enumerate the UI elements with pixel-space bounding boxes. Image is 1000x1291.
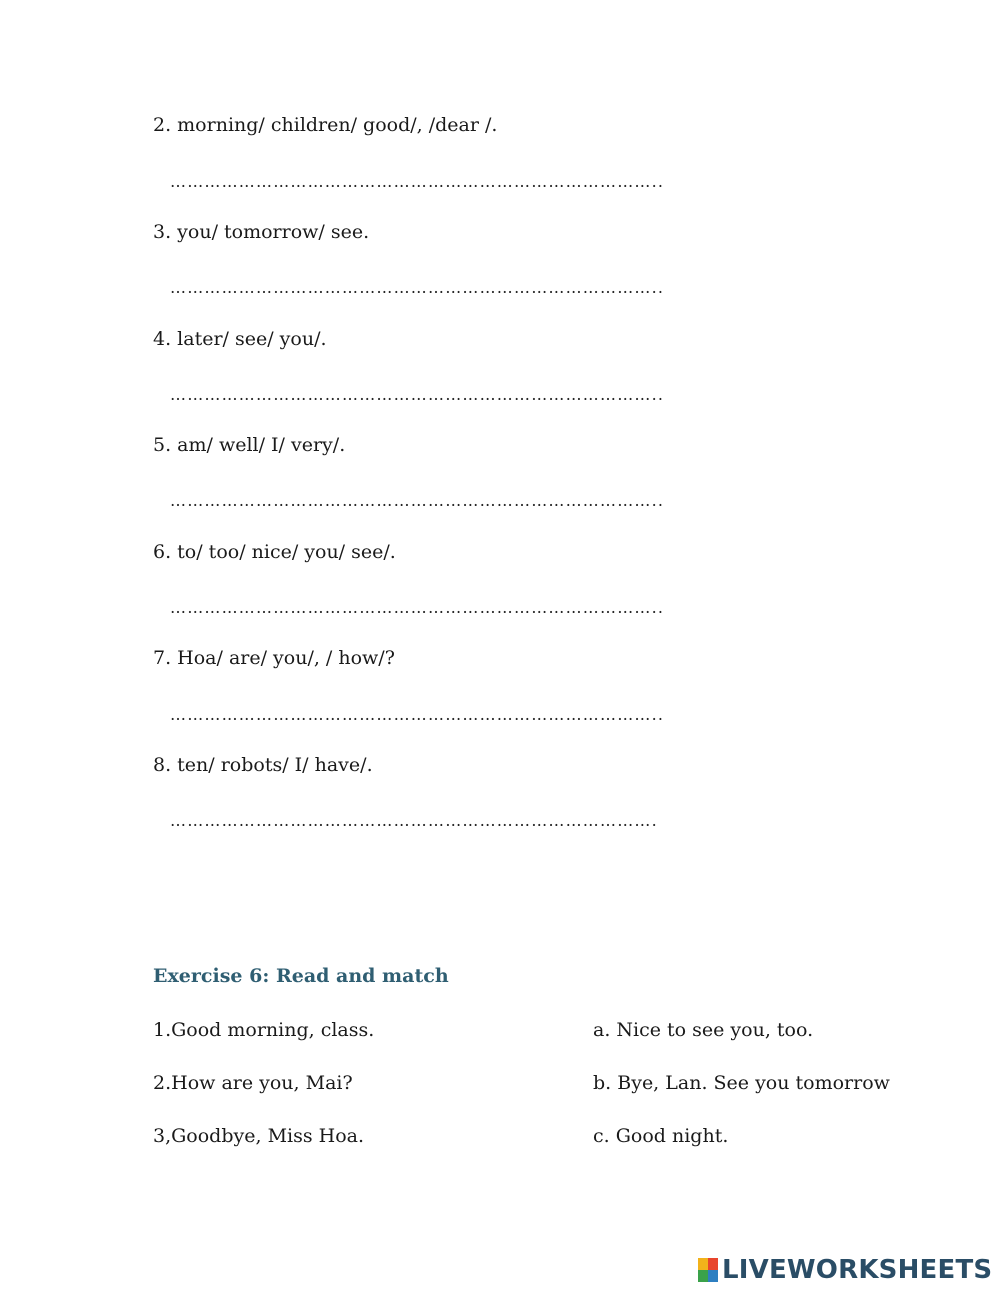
answer-line-4[interactable]: ………………………………………………………………………….. bbox=[170, 385, 665, 404]
liveworksheets-logo bbox=[698, 1255, 992, 1285]
answer-line-8[interactable]: …………………………………………………………………………. bbox=[170, 811, 658, 830]
question-2: 2. morning/ children/ good/, /dear /. bbox=[153, 114, 498, 136]
question-6: 6. to/ too/ nice/ you/ see/. bbox=[153, 541, 396, 563]
question-4: 4. later/ see/ you/. bbox=[153, 328, 327, 350]
answer-line-2[interactable]: ………………………………………………………………………….. bbox=[170, 172, 665, 191]
match-left-1: 1.Good morning, class. bbox=[153, 1019, 375, 1041]
answer-line-5[interactable]: ………………………………………………………………………….. bbox=[170, 491, 665, 510]
match-left-3: 3,Goodbye, Miss Hoa. bbox=[153, 1125, 365, 1147]
match-right-c: c. Good night. bbox=[593, 1125, 729, 1147]
match-right-b: b. Bye, Lan. See you tomorrow bbox=[593, 1072, 890, 1094]
logo-text: LIVEWORKSHEETS bbox=[722, 1255, 993, 1285]
match-right-a: a. Nice to see you, too. bbox=[593, 1019, 814, 1041]
answer-line-3[interactable]: ………………………………………………………………………….. bbox=[170, 278, 665, 297]
match-left-2: 2.How are you, Mai? bbox=[153, 1072, 353, 1094]
question-5: 5. am/ well/ I/ very/. bbox=[153, 434, 346, 456]
question-7: 7. Hoa/ are/ you/, / how/? bbox=[153, 647, 395, 669]
exercise-6-title: Exercise 6: Read and match bbox=[153, 965, 449, 987]
logo-blocks-icon bbox=[698, 1258, 718, 1282]
logo-block bbox=[698, 1258, 708, 1270]
question-8: 8. ten/ robots/ I/ have/. bbox=[153, 754, 373, 776]
logo-block bbox=[708, 1270, 718, 1282]
logo-block bbox=[698, 1270, 708, 1282]
question-3: 3. you/ tomorrow/ see. bbox=[153, 221, 370, 243]
answer-line-7[interactable]: ………………………………………………………………………….. bbox=[170, 705, 665, 724]
answer-line-6[interactable]: ………………………………………………………………………….. bbox=[170, 598, 665, 617]
logo-block bbox=[708, 1258, 718, 1270]
